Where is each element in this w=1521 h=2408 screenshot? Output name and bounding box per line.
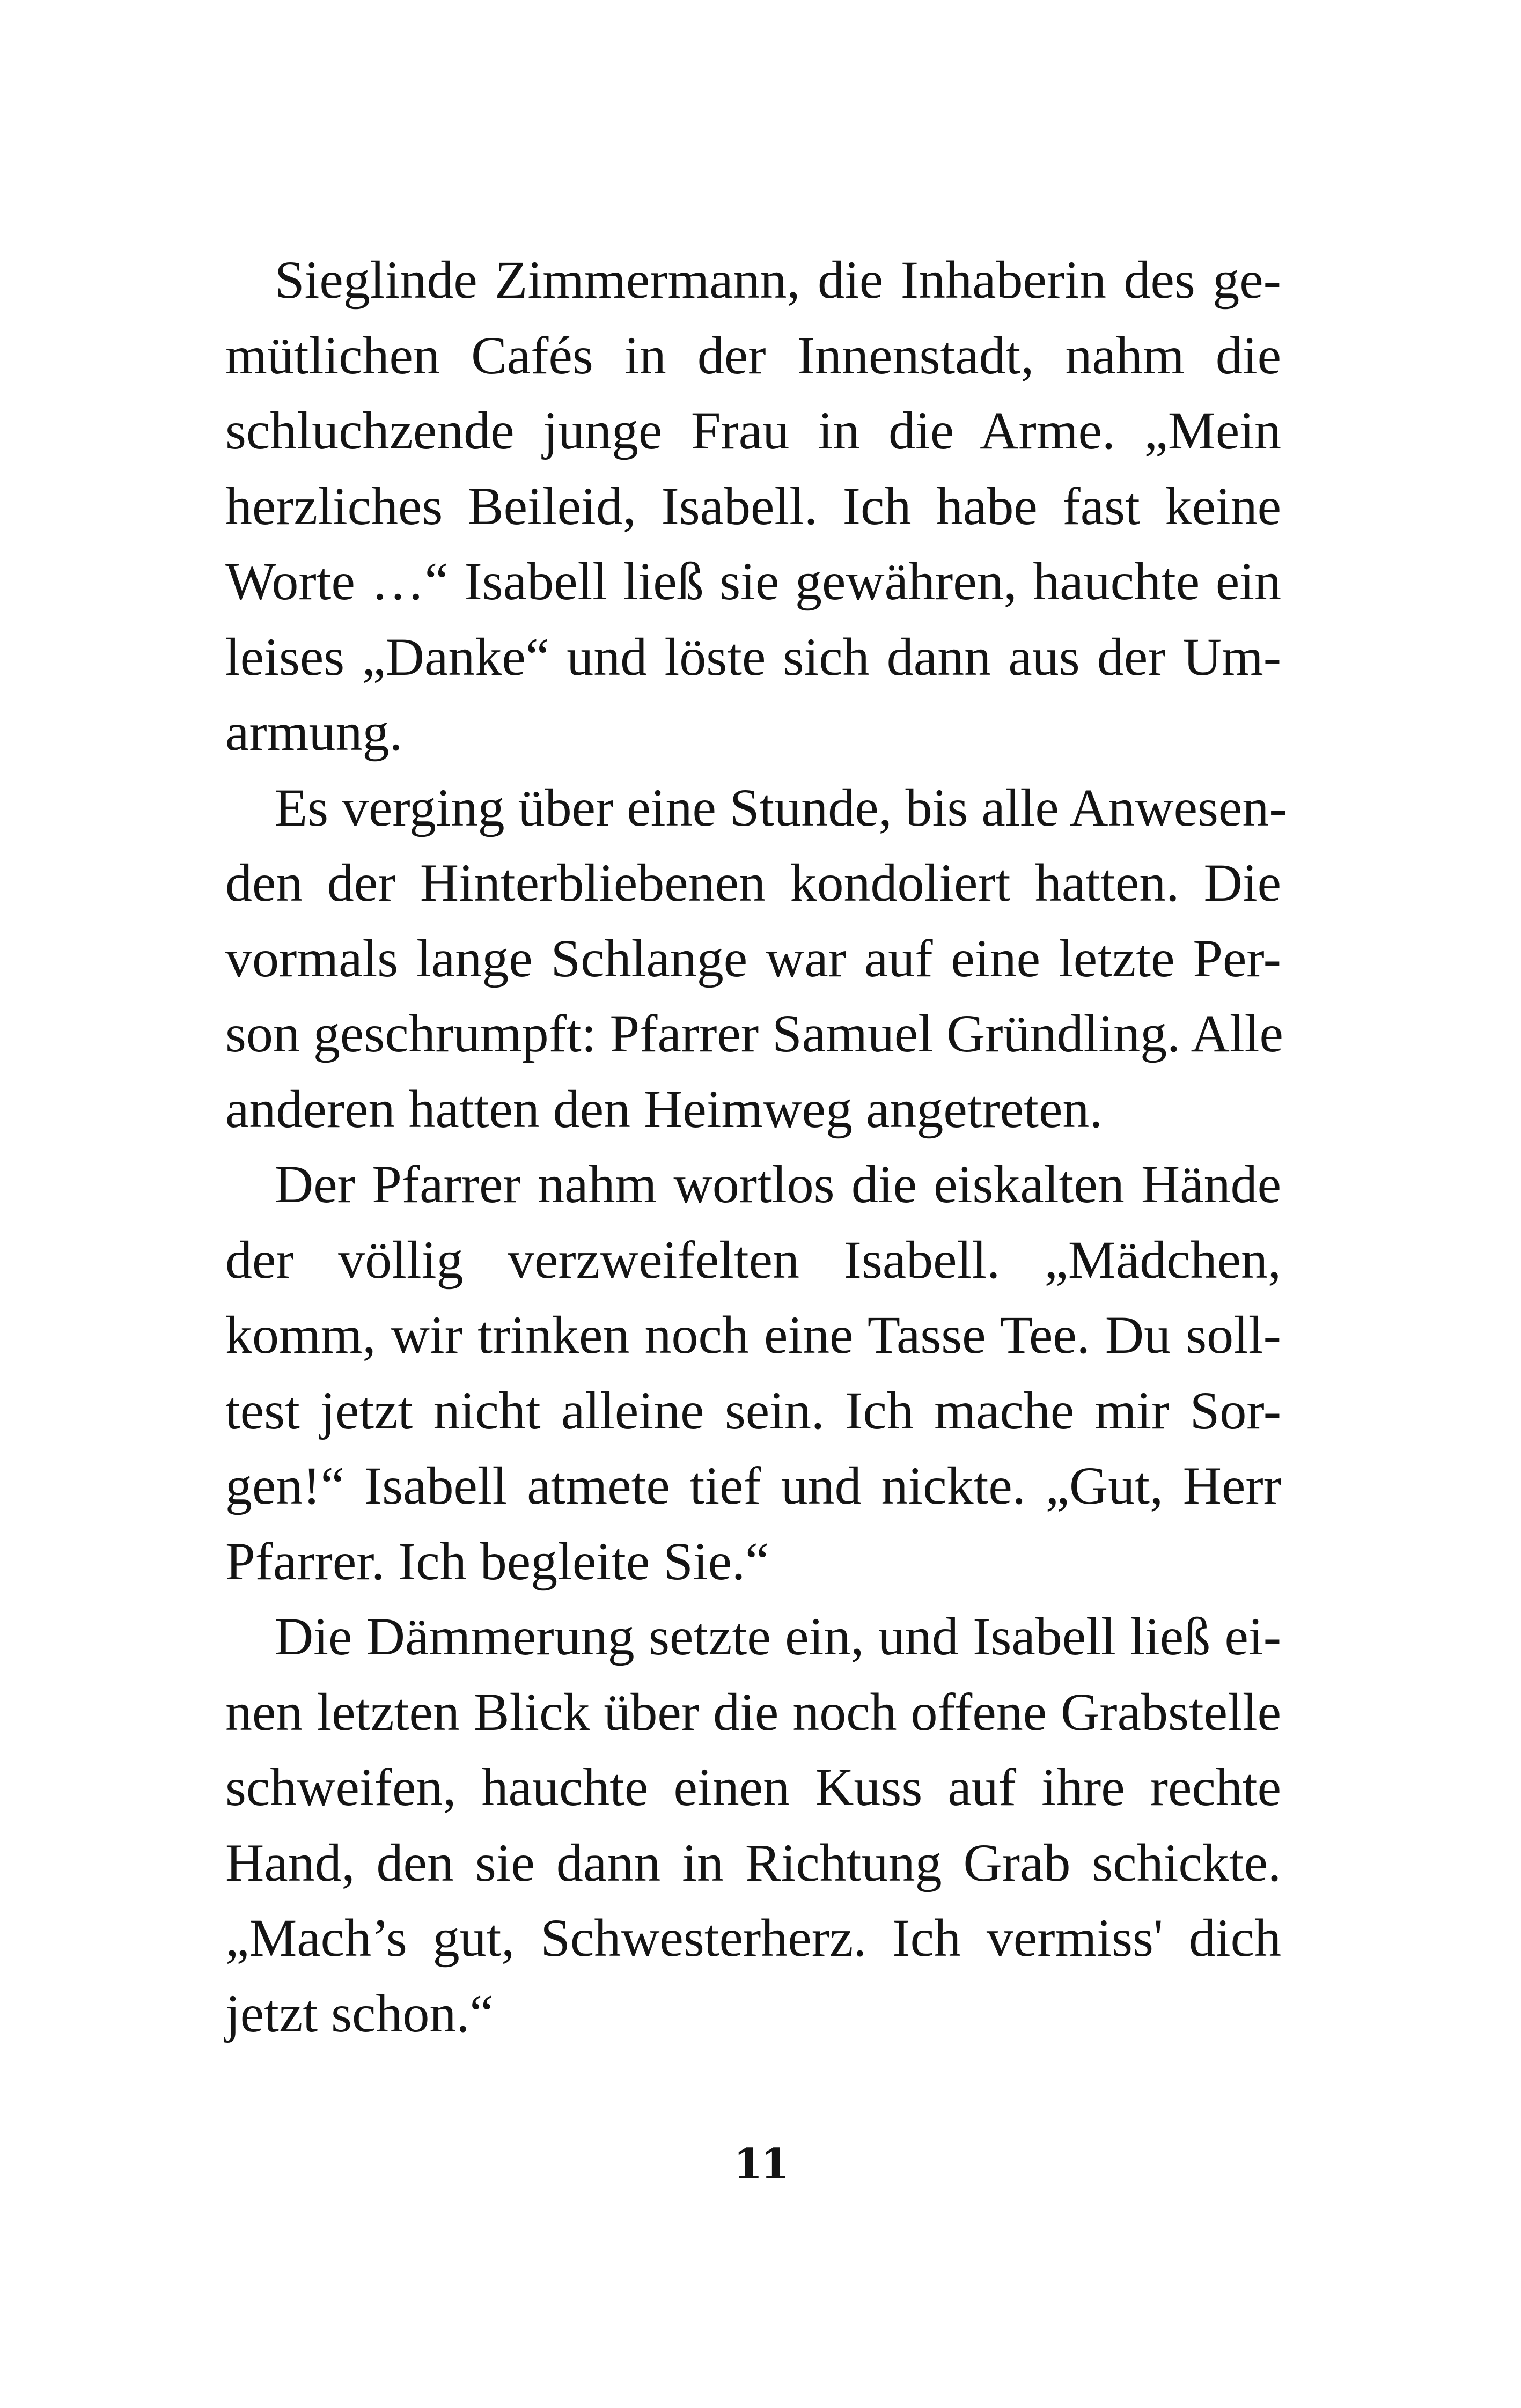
paragraph-2 (225, 770, 1287, 1147)
text-line: schluchzende junge Frau in die Arme. „Mein (225, 401, 1281, 460)
text-line: test jetzt nicht alleine sein. Ich mache mir Sor- (225, 1380, 1281, 1440)
text-line: anderen hatten den Heimweg angetreten. (225, 1079, 1103, 1139)
paragraph-3 (225, 1147, 1281, 1599)
text-line: „Mach’s gut, Schwesterherz. Ich vermiss' dich (225, 1908, 1281, 1968)
page-number: 11 (733, 2140, 788, 2189)
text-line: der völlig verzweifelten Isabell. „Mädchen, (225, 1229, 1281, 1290)
text-line: Es verging über eine Stunde, bis alle Anwesen- (275, 777, 1287, 837)
text-line: Worte …“ Isabell ließ sie gewähren, hauchte ein (225, 551, 1281, 611)
text-line: Sieglinde Zimmermann, die Inhaberin des ge- (275, 250, 1281, 310)
paragraph-1 (225, 242, 1281, 770)
text-line: Der Pfarrer nahm wortlos die eiskalten Hände (275, 1154, 1281, 1214)
text-line: jetzt schon.“ (225, 1983, 494, 2043)
text-line: schweifen, hauchte einen Kuss auf ihre rechte (225, 1757, 1281, 1817)
text-line: Hand, den sie dann in Richtung Grab schickte. (225, 1832, 1281, 1892)
text-line: nen letzten Blick über die noch offene Grabstelle (225, 1682, 1281, 1742)
text-line: armung. (225, 702, 403, 762)
text-line: Die Dämmerung setzte ein, und Isabell ließ ei- (275, 1607, 1281, 1666)
text-line: den der Hinterbliebenen kondoliert hatten. Die (225, 853, 1281, 912)
text-line: mütlichen Cafés in der Innenstadt, nahm die (225, 325, 1281, 385)
text-line: vormals lange Schlange war auf eine letzte Per- (225, 928, 1281, 988)
text-line: komm, wir trinken noch eine Tasse Tee. Du soll- (225, 1305, 1281, 1365)
text-line: herzliches Beileid, Isabell. Ich habe fast keine (225, 476, 1281, 536)
text-line: gen!“ Isabell atmete tief und nickte. „Gut, Herr (225, 1456, 1281, 1515)
paragraph-4 (225, 1599, 1281, 2051)
text-line: Pfarrer. Ich begleite Sie.“ (225, 1531, 769, 1591)
text-line: leises „Danke“ und löste sich dann aus der Um- (225, 627, 1281, 687)
body-text (225, 242, 1287, 2051)
text-line: son geschrumpft: Pfarrer Samuel Gründling. Alle (225, 1004, 1283, 1063)
